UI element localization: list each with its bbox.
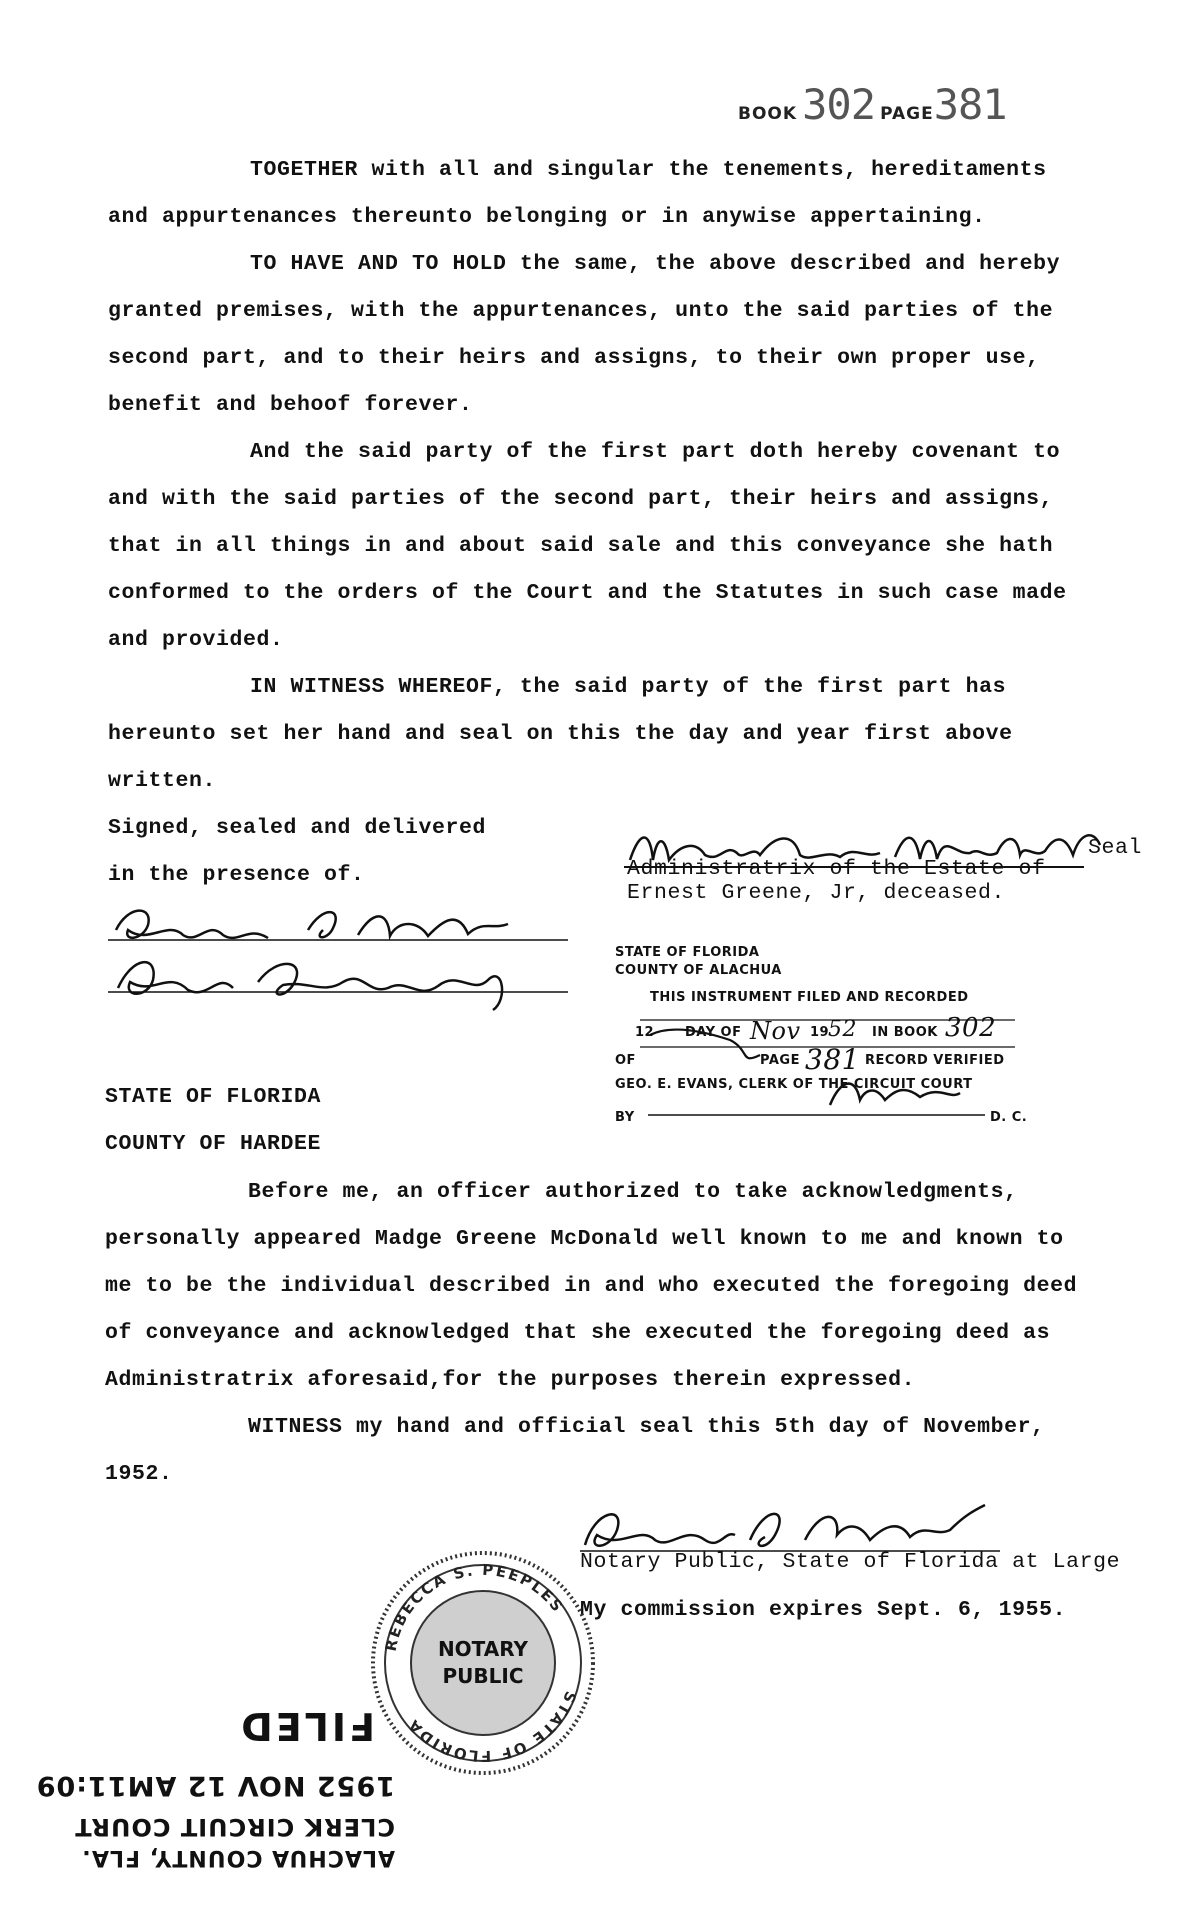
filed-label: FILED — [238, 1704, 375, 1748]
rec-page: PAGE — [760, 1053, 800, 1068]
rec-handwritten-page: 381 — [805, 1043, 860, 1076]
rec-by: BY — [615, 1110, 635, 1125]
ack-line: personally appeared Madge Greene McDonald well known to me and known to — [105, 1227, 1064, 1251]
notary-seal — [368, 1548, 598, 1778]
page-number: 381 — [933, 80, 1007, 129]
rec-stamp-handwriting — [640, 1005, 1020, 1130]
seal-center-public: PUBLIC — [442, 1664, 524, 1688]
ack-line: Before me, an officer authorized to take acknowledgments, — [248, 1180, 1018, 1204]
rec-state: STATE OF FLORIDA — [615, 945, 760, 960]
body-line: hereunto set her hand and seal on this the day and year first above — [108, 722, 1013, 746]
rec-handwritten-book: 302 — [945, 1013, 997, 1043]
body-line: TOGETHER with all and singular the tenements, hereditaments — [250, 158, 1047, 182]
rec-day-of: DAY OF — [685, 1025, 742, 1040]
body-line: TO HAVE AND TO HOLD the same, the above described and hereby — [250, 252, 1061, 276]
rec-handwritten-month: Nov — [750, 1017, 801, 1045]
body-line: written. — [108, 769, 217, 793]
seal-name: REBECCA S. PEEPLES — [381, 1560, 568, 1653]
book-page-stamp — [738, 80, 1007, 129]
body-line: and with the said parties of the second part, their heirs and assigns, — [108, 487, 1054, 511]
body-line: and provided. — [108, 628, 284, 652]
filed-county: ALACHUA COUNTY, FLA. — [81, 1845, 395, 1870]
body-line: granted premises, with the appurtenances, unto the said parties of the — [108, 299, 1054, 323]
rec-19: 19 — [810, 1025, 830, 1040]
ack-line: me to be the individual described in and who executed the foregoing deed — [105, 1274, 1078, 1298]
body-line: benefit and behoof forever. — [108, 393, 473, 417]
ack-line: Administratrix aforesaid,for the purposes therein expressed. — [105, 1368, 916, 1392]
rec-county: COUNTY OF ALACHUA — [615, 963, 782, 978]
administratrix-line: Administratrix of the Estate of — [627, 857, 1046, 881]
rec-handwritten-year: 52 — [828, 1017, 857, 1042]
body-line: And the said party of the first part doth hereby covenant to — [250, 440, 1061, 464]
ack-state: STATE OF FLORIDA — [105, 1085, 322, 1109]
seal-center-notary: NOTARY — [437, 1637, 529, 1661]
presence-label: in the presence of. — [108, 863, 365, 887]
estate-line: Ernest Greene, Jr, deceased. — [627, 881, 1006, 905]
body-line: second part, and to their heirs and assigns, to their own proper use, — [108, 346, 1040, 370]
filed-clerk: CLERK CIRCUIT COURT — [74, 1813, 395, 1841]
ack-line: of conveyance and acknowledged that she executed the foregoing deed as — [105, 1321, 1051, 1345]
body-line: that in all things in and about said sale and this conveyance she hath — [108, 534, 1054, 558]
witness-signatures — [108, 900, 578, 1020]
book-number: 302 — [802, 80, 875, 129]
rec-in-book: IN BOOK — [872, 1025, 938, 1040]
seal-label: Seal — [1088, 836, 1143, 860]
rec-clerk-line: GEO. E. EVANS, CLERK OF THE CIRCUIT COURT — [615, 1077, 973, 1092]
recording-stamp — [610, 945, 1040, 1125]
rec-verified: RECORD VERIFIED — [865, 1053, 1005, 1068]
rec-filed-line: THIS INSTRUMENT FILED AND RECORDED — [650, 990, 969, 1005]
rec-of: OF — [615, 1053, 636, 1068]
ack-witness-line: WITNESS my hand and official seal this 5th day of November, — [248, 1415, 1045, 1439]
rec-handwritten-day: 12 — [635, 1025, 655, 1040]
signed-sealed-label: Signed, sealed and delivered — [108, 816, 487, 840]
notary-title: Notary Public, State of Florida at Large — [580, 1550, 1121, 1574]
book-label: BOOK — [738, 104, 798, 124]
ack-county: COUNTY OF HARDEE — [105, 1132, 322, 1156]
filed-datetime: 1952 NOV 12 AM11:09 — [35, 1770, 395, 1801]
seal-state: STATE OF FLORIDA — [403, 1688, 580, 1766]
ack-year: 1952. — [105, 1462, 173, 1486]
page-label: PAGE — [880, 104, 934, 124]
body-line: IN WITNESS WHEREOF, the said party of the first part has — [250, 675, 1007, 699]
commission-expires: My commission expires Sept. 6, 1955. — [580, 1598, 1067, 1622]
rec-dc: D. C. — [990, 1110, 1028, 1125]
body-line: and appurtenances thereunto belonging or in anywise appertaining. — [108, 205, 986, 229]
body-line: conformed to the orders of the Court and the Statutes in such case made — [108, 581, 1067, 605]
filed-stamp — [35, 1670, 395, 1870]
